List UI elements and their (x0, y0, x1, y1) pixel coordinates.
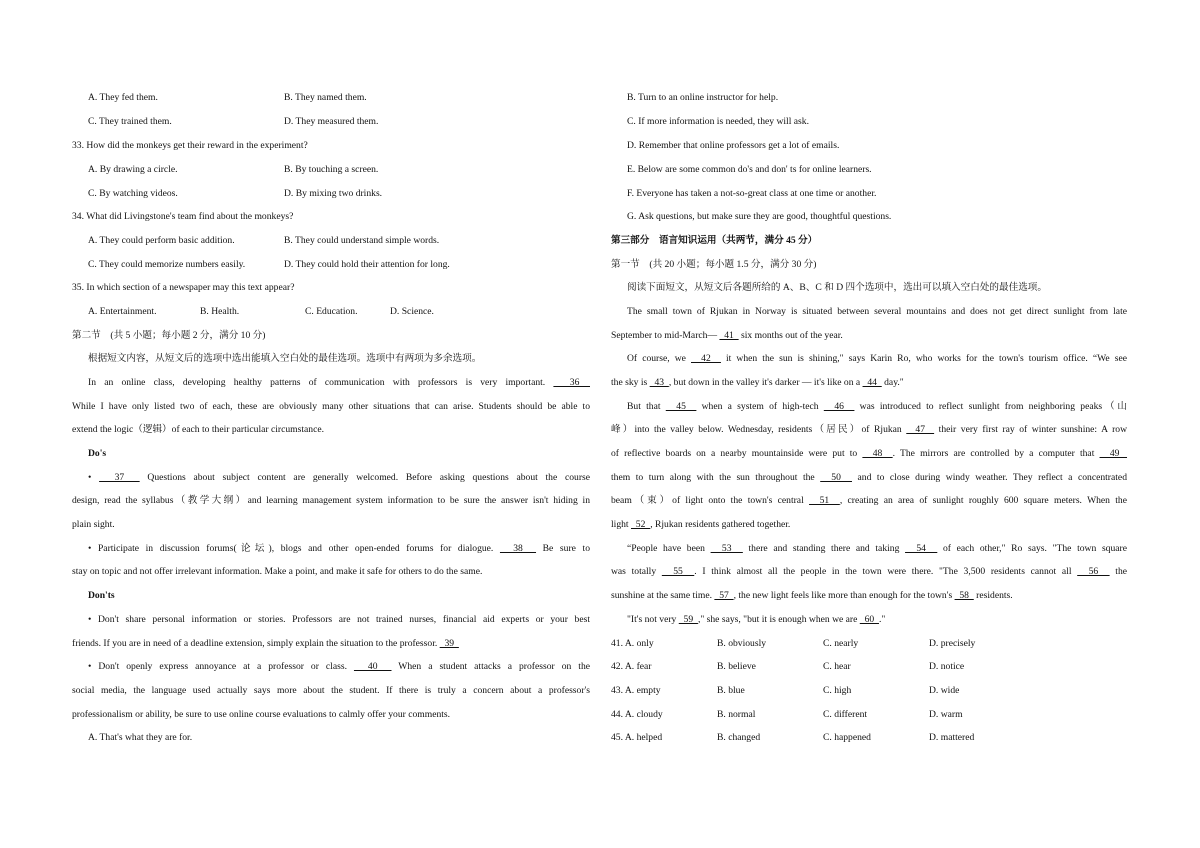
text-line: professionalism or ability, be sure to use online course evaluations to calmly offer your comments. (72, 709, 451, 720)
answer-option: D. wide (929, 685, 960, 696)
answer-option: 44. A. cloudy (611, 709, 663, 720)
answer-option: D. mattered (929, 732, 975, 743)
section-heading: 第三部分 语言知识运用（共两节，满分 45 分） (611, 235, 818, 246)
text-line: 阅读下面短文，从短文后各题所给的 A、B、C 和 D 四个选项中，选出可以填入空白处的最佳选项。 (627, 282, 1047, 293)
text-line: was totally 55 . I think almost all the people in the town were there. "The 3,500 residents cannot all 56 the (611, 566, 1128, 577)
text-line: While I have only listed two of each, these are obviously many other situations that can arise. Students should be able to (72, 401, 590, 412)
answer-option: B. Health. (200, 306, 240, 317)
answer-option: C. nearly (823, 638, 859, 649)
blank-marker: 39 (439, 638, 459, 649)
answer-option: B. believe (717, 661, 756, 672)
blank-marker: 58 (954, 590, 974, 601)
blank-marker: 37 (99, 472, 140, 483)
text-line: social media, the language used actually says more about the student. If there is truly a concern about a professor's (72, 685, 590, 696)
text-line: B. Turn to an online instructor for help. (627, 92, 779, 103)
blank-marker: 59 (678, 614, 698, 625)
blank-marker: 56 (1077, 566, 1110, 577)
answer-option: C. Education. (305, 306, 358, 317)
text-line: D. Remember that online professors get a lot of emails. (627, 140, 840, 151)
answer-option: C. By watching videos. (88, 188, 178, 199)
text-line: But that 45 when a system of high-tech 46 was introduced to reflect sunlight from neighboring peaks（山 (627, 401, 1128, 412)
answer-option: B. normal (717, 709, 756, 720)
text-line: In an online class, developing healthy patterns of communication with professors is very important. 36 (88, 377, 590, 388)
answer-option: C. hear (823, 661, 851, 672)
answer-option: D. They measured them. (284, 116, 379, 127)
answer-option: D. notice (929, 661, 965, 672)
text-line: 33. How did the monkeys get their reward in the experiment? (72, 140, 308, 151)
text-line: extend the logic（逻辑）of each to their particular circumstance. (72, 424, 325, 435)
text-line: 35. In which section of a newspaper may this text appear? (72, 282, 295, 293)
answer-option: A. By drawing a circle. (88, 164, 178, 175)
text-line: stay on topic and not offer irrelevant information. Make a point, and make it safe for others to do the same. (72, 566, 483, 577)
text-line: "It's not very 59 ," she says, "but it is enough when we are 60 ." (627, 614, 886, 625)
blank-marker: 52 (631, 519, 651, 530)
blank-marker: 55 (661, 566, 695, 577)
answer-option: C. They trained them. (88, 116, 172, 127)
blank-marker: 50 (820, 472, 852, 483)
blank-marker: 45 (665, 401, 697, 412)
answer-option: A. They could perform basic addition. (88, 235, 235, 246)
text-line: beam（束）of light onto the town's central 51 , creating an area of sunlight roughly 600 square meters. When the (611, 495, 1127, 506)
text-line: 峰）into the valley below. Wednesday, residents（居民）of Rjukan 47 their very first ray of winter sunshine: A row (611, 424, 1127, 435)
answer-option: 43. A. empty (611, 685, 661, 696)
text-line: plain sight. (72, 519, 115, 530)
text-line: them to turn along with the sun throughout the 50 and to close during windy weather. They reflect a concentrated (611, 472, 1127, 483)
answer-option: D. By mixing two drinks. (284, 188, 383, 199)
blank-marker: 36 (553, 377, 590, 388)
answer-option: B. They could understand simple words. (284, 235, 440, 246)
text-line: G. Ask questions, but make sure they are good, thoughtful questions. (627, 211, 892, 222)
text-line: C. If more information is needed, they will ask. (627, 116, 809, 127)
answer-option: 45. A. helped (611, 732, 663, 743)
blank-marker: 48 (862, 448, 893, 459)
blank-marker: 49 (1099, 448, 1128, 459)
answer-option: A. They fed them. (88, 92, 158, 103)
blank-marker: 51 (809, 495, 840, 506)
answer-option: D. They could hold their attention for long. (284, 259, 450, 270)
text-line: September to mid-March— 41 six months out of the year. (611, 330, 843, 341)
answer-option: C. different (823, 709, 868, 720)
text-line: • Don't openly express annoyance at a professor or class. 40 When a student attacks a professor on the (88, 661, 590, 672)
answer-option: C. high (823, 685, 852, 696)
answer-option: 42. A. fear (611, 661, 652, 672)
answer-option: B. By touching a screen. (284, 164, 379, 175)
blank-marker: 57 (714, 590, 734, 601)
blank-marker: 53 (710, 543, 743, 554)
blank-marker: 41 (719, 330, 739, 341)
text-line: F. Everyone has taken a not-so-great class at one time or another. (627, 188, 877, 199)
blank-marker: 42 (691, 353, 721, 364)
blank-marker: 44 (862, 377, 882, 388)
text-line: • Participate in discussion forums(论坛), blogs and other open-ended forums for dialogue. 38 Be sure to (88, 543, 590, 554)
text-line: the sky is 43 , but down in the valley it's darker — it's like on a 44 day." (611, 377, 904, 388)
text-line: friends. If you are in need of a deadline extension, simply explain the situation to the professor. 39 (72, 638, 459, 649)
blank-marker: 54 (905, 543, 938, 554)
answer-option: D. precisely (929, 638, 976, 649)
section-heading: Do's (88, 448, 107, 459)
text-line: • 37 Questions about subject content are generally welcomed. Before asking questions about the course (88, 472, 591, 483)
blank-marker: 43 (649, 377, 669, 388)
answer-option: C. happened (823, 732, 871, 743)
text-line: of reflective boards on a nearby mountainside were put to 48 . The mirrors are controlled by a computer that 49 (611, 448, 1128, 459)
answer-option: 41. A. only (611, 638, 654, 649)
answer-option: D. Science. (390, 306, 434, 317)
answer-option: D. warm (929, 709, 963, 720)
section-heading: Don'ts (88, 590, 115, 601)
answer-option: B. They named them. (284, 92, 367, 103)
answer-option: C. They could memorize numbers easily. (88, 259, 246, 270)
text-line: “People have been 53 there and standing there and taking 54 of each other," Ro says. "The town square (627, 543, 1127, 554)
blank-marker: 60 (859, 614, 879, 625)
answer-option: A. Entertainment. (88, 306, 157, 317)
text-line: E. Below are some common do's and don' ts for online learners. (627, 164, 872, 175)
answer-option: B. blue (717, 685, 745, 696)
text-line: sunshine at the same time. 57 , the new light feels like more than enough for the town's 58 residents. (611, 590, 1013, 601)
blank-marker: 46 (823, 401, 855, 412)
text-line: 第二节 (共 5 小题；每小题 2 分，满分 10 分) (72, 330, 266, 341)
blank-marker: 38 (499, 543, 537, 554)
text-line: design, read the syllabus（教学大纲）and learning management system information to be sure the answer isn't hiding in (72, 495, 590, 506)
text-line: A. That's what they are for. (88, 732, 193, 743)
text-line: The small town of Rjukan in Norway is situated between several mountains and does not get direct sunlight from late (627, 306, 1127, 317)
text-line: 34. What did Livingstone's team find about the monkeys? (72, 211, 294, 222)
text-line: Of course, we 42 it when the sun is shining," says Karin Ro, who works for the town's tourism office. “We see (627, 353, 1128, 364)
answer-option: B. obviously (717, 638, 767, 649)
answer-option: B. changed (717, 732, 761, 743)
text-line: light 52 , Rjukan residents gathered together. (611, 519, 791, 530)
text-line: 根据短文内容，从短文后的选项中选出能填入空白处的最佳选项。选项中有两项为多余选项。 (88, 353, 482, 364)
text-line: • Don't share personal information or stories. Professors are not trained nurses, financial aid experts or your best (88, 614, 590, 625)
blank-marker: 40 (353, 661, 392, 672)
blank-marker: 47 (906, 424, 935, 435)
text-line: 第一节 (共 20 小题；每小题 1.5 分，满分 30 分) (611, 259, 817, 270)
